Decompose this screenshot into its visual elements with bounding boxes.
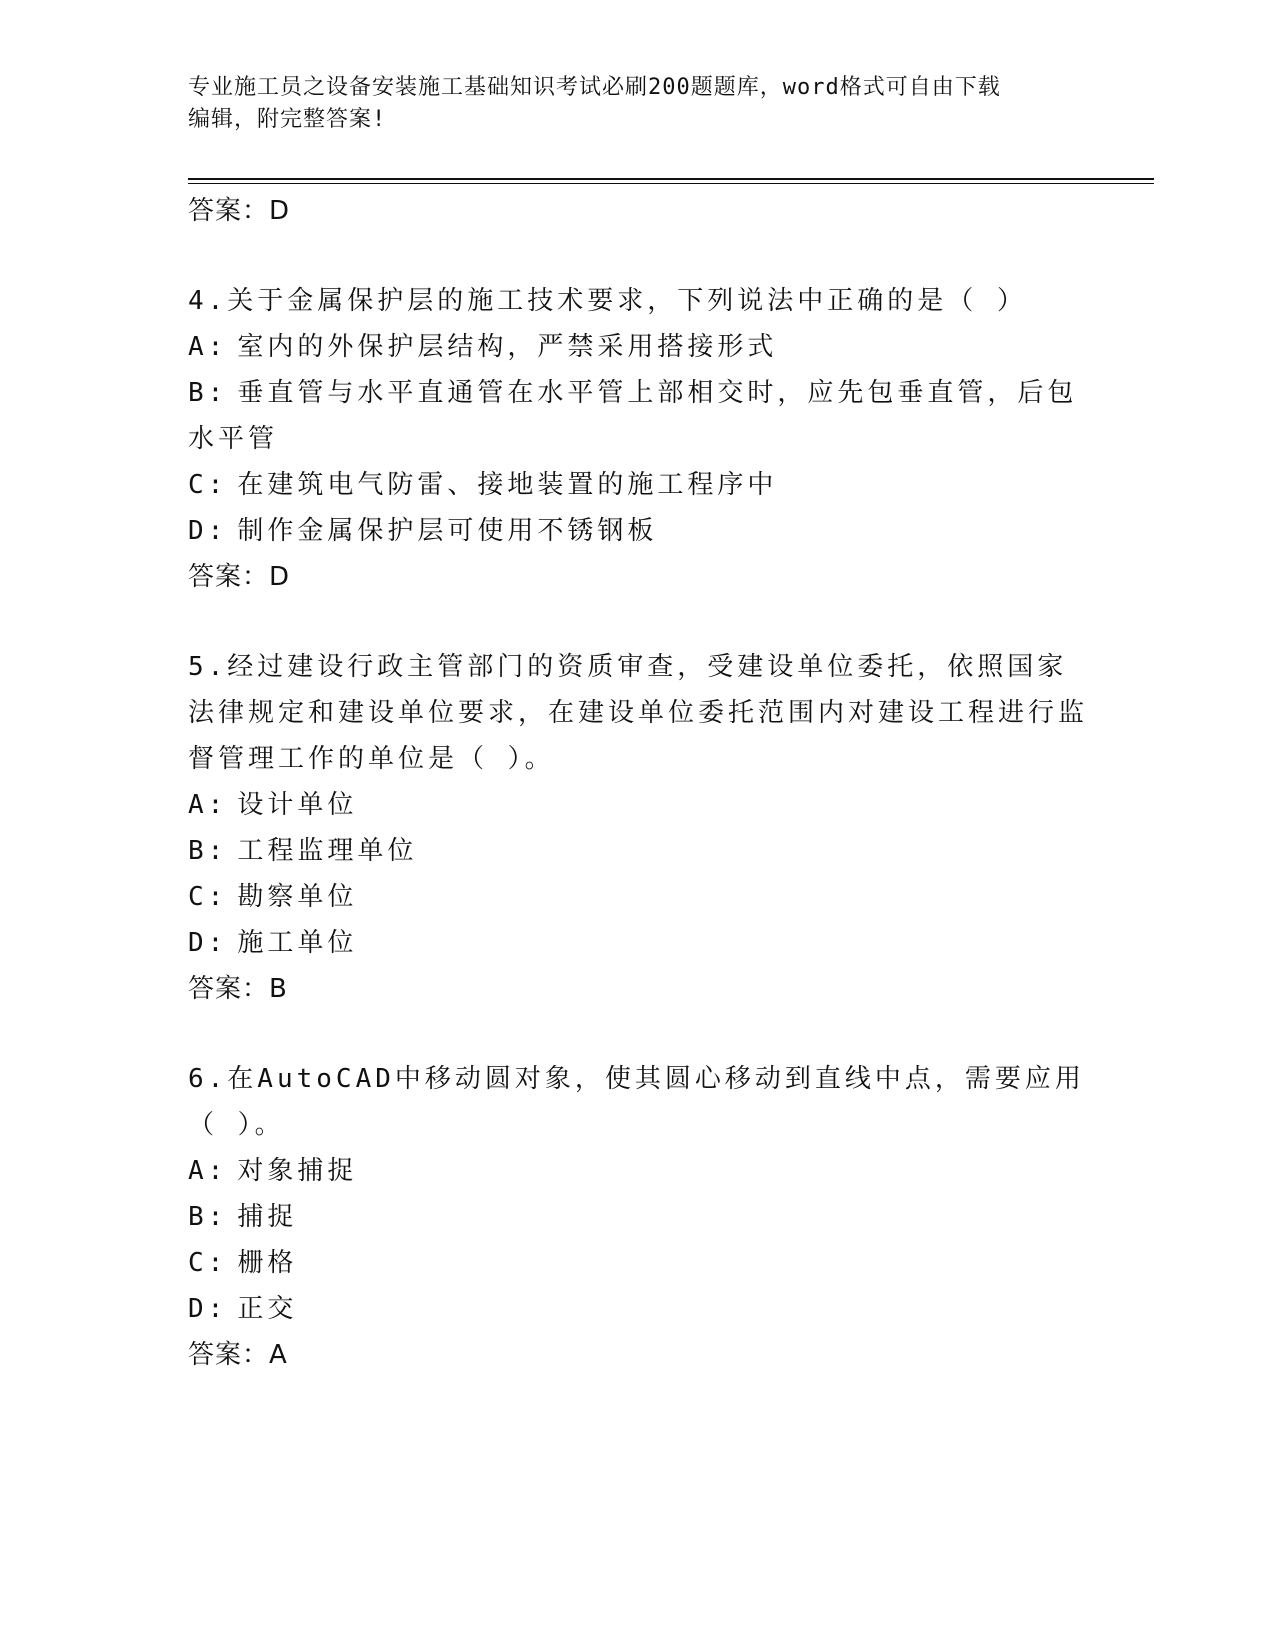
option-letter: D: — [188, 928, 228, 958]
option-text: 在建筑电气防雷、接地装置的施工程序中 — [237, 470, 778, 500]
option-letter: D: — [188, 516, 228, 546]
option-letter: C: — [188, 1248, 228, 1278]
option-text: 设计单位 — [237, 790, 358, 820]
option-a — [188, 324, 1088, 370]
option-b — [188, 1194, 1088, 1240]
option-letter: B: — [188, 378, 228, 408]
option-d — [188, 920, 1088, 966]
header-divider-thin — [188, 183, 1154, 184]
option-c — [188, 874, 1088, 920]
option-letter: A: — [188, 790, 228, 820]
answer-line: 答案：D — [188, 562, 291, 592]
document-body — [188, 188, 1088, 1378]
option-letter: B: — [188, 836, 228, 866]
question-text: 4.关于金属保护层的施工技术要求，下列说法中正确的是（ ） — [188, 286, 1027, 316]
header-line-1: 专业施工员之设备安装施工基础知识考试必刷200题题库，word格式可自由下载 — [188, 75, 1001, 100]
option-letter: A: — [188, 332, 228, 362]
question-6 — [188, 1056, 1088, 1378]
option-b — [188, 370, 1088, 462]
option-text: 垂直管与水平直通管在水平管上部相交时，应先包垂直管，后包水平管 — [188, 378, 1078, 454]
option-letter: A: — [188, 1156, 228, 1186]
option-text: 室内的外保护层结构，严禁采用搭接形式 — [237, 332, 778, 362]
option-c — [188, 1240, 1088, 1286]
document-header — [188, 72, 1088, 136]
option-text: 勘察单位 — [237, 882, 358, 912]
question-5 — [188, 644, 1088, 1012]
option-c — [188, 462, 1088, 508]
question-4 — [188, 278, 1088, 600]
option-text: 捕捉 — [237, 1202, 298, 1232]
option-text: 施工单位 — [237, 928, 358, 958]
option-d — [188, 1286, 1088, 1332]
option-letter: C: — [188, 882, 228, 912]
answer-line: 答案：A — [188, 1340, 288, 1370]
header-line-2: 编辑，附完整答案! — [188, 107, 387, 132]
option-a — [188, 1148, 1088, 1194]
option-text: 对象捕捉 — [237, 1156, 358, 1186]
question-text: 5.经过建设行政主管部门的资质审查，受建设单位委托，依照国家法律规定和建设单位要求，在建设单位委托范围内对建设工程进行监督管理工作的单位是（ ）。 — [188, 652, 1089, 774]
option-letter: B: — [188, 1202, 228, 1232]
option-text: 工程监理单位 — [237, 836, 418, 866]
question-text: 6.在AutoCAD中移动圆对象，使其圆心移动到直线中点，需要应用（ ）。 — [188, 1064, 1085, 1140]
answer-line: 答案：D — [188, 196, 291, 226]
option-letter: C: — [188, 470, 228, 500]
option-text: 栅格 — [237, 1248, 298, 1278]
option-text: 正交 — [237, 1294, 298, 1324]
option-text: 制作金属保护层可使用不锈钢板 — [237, 516, 658, 546]
option-d — [188, 508, 1088, 554]
header-divider-thick — [188, 178, 1154, 180]
option-b — [188, 828, 1088, 874]
option-a — [188, 782, 1088, 828]
option-letter: D: — [188, 1294, 228, 1324]
answer-line: 答案：B — [188, 974, 288, 1004]
